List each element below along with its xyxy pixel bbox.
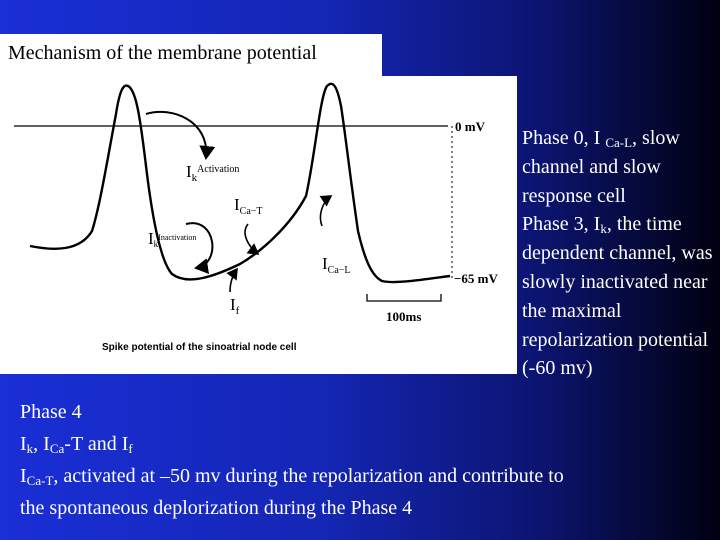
time-scale-label: 100ms	[386, 309, 422, 324]
phase4-notes	[20, 396, 710, 524]
phase4-currents: $I_k$, $I_{Ca}-T$ and $I_f$	[20, 433, 133, 456]
phase3-note: Phase 3, $I_k$, the time dependent channel, was slowly inactivated near the maximal repolarization potential (-60 mv)	[522, 213, 713, 380]
phase4-ica-t-desc: $I_{Ca-T}$, activated at –50 mv during the repolarization and contribute to	[20, 465, 564, 488]
phase0-note: Phase 0, I $_{Ca-L}$, slow channel and slow response cell	[522, 127, 680, 207]
ica-t-label: $I_{Ca-T}$	[234, 195, 263, 217]
zero-mv-label: 0 mV	[455, 119, 485, 134]
if-label: $I_f$	[230, 295, 240, 317]
phase4-heading: Phase 4	[20, 401, 82, 423]
minus65-mv-label: −65 mV	[454, 271, 498, 286]
ik-activation-label: $I_k^{Activation}$	[186, 162, 240, 184]
if-arrow	[230, 269, 237, 292]
slide-title: Mechanism of the membrane potential	[8, 42, 317, 64]
spike-potential-diagram	[0, 76, 517, 374]
ik-inactivation-label: $Ik^{Inactivation}$	[148, 229, 197, 249]
ik-activation-arrow	[146, 112, 206, 158]
ik-inactivation-arrow	[186, 223, 212, 268]
figure-caption: Spike potential of the sinoatrial node cell	[102, 342, 297, 353]
ica-l-arrow	[320, 196, 331, 226]
side-notes	[522, 124, 718, 383]
ica-t-arrow	[245, 224, 258, 254]
ica-l-label: $I_{Ca-L}$	[322, 254, 351, 276]
time-scale-bar	[367, 294, 441, 301]
action-potential-trace	[30, 84, 450, 282]
phase4-ica-t-desc-cont: the spontaneous deplorization during the Phase 4	[20, 497, 413, 519]
membrane-potential-figure	[0, 76, 517, 374]
